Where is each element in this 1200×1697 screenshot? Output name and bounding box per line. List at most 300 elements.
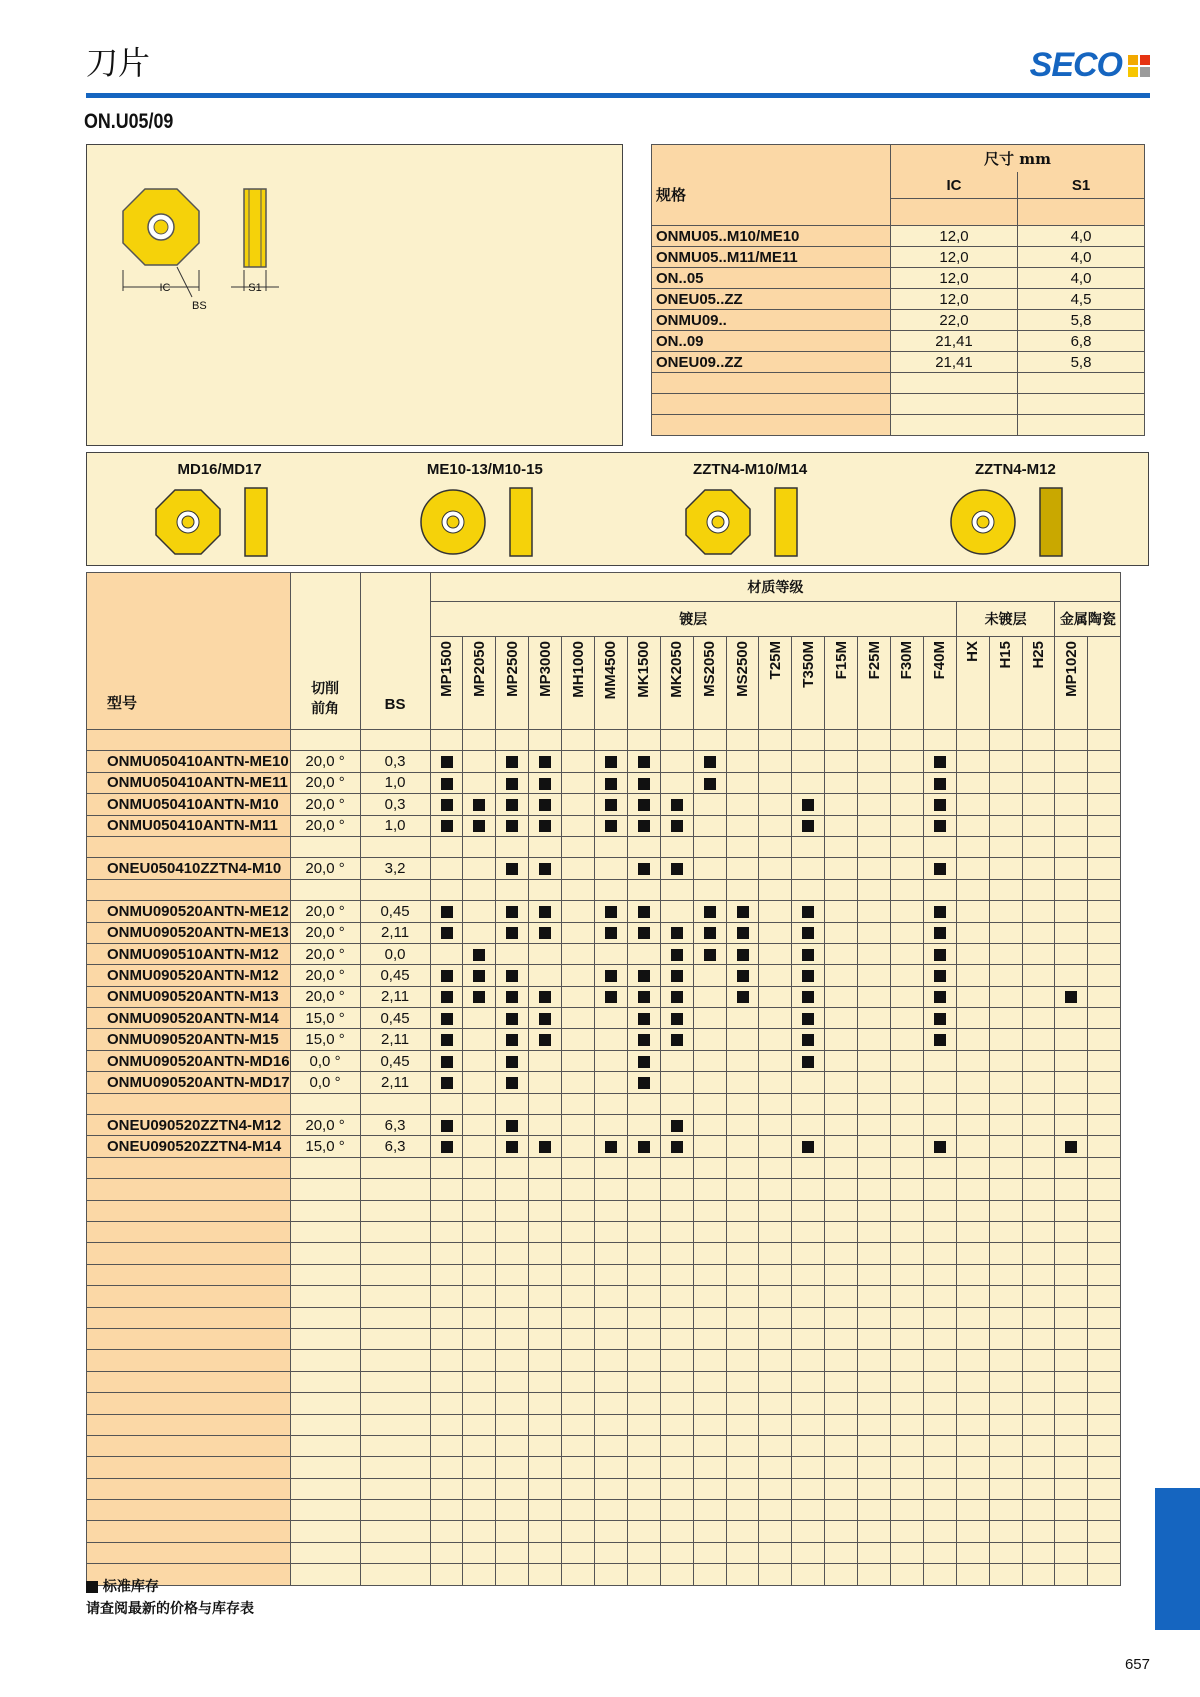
- bs-cell: 0,45: [360, 1008, 430, 1029]
- grade-cell: [1022, 901, 1055, 922]
- grade-cell: [726, 815, 759, 836]
- grade-cell: [1088, 1115, 1121, 1136]
- grade-cell: [660, 965, 693, 986]
- grade-cell: [1022, 943, 1055, 964]
- grade-cell: [496, 794, 529, 815]
- grade-cell: [923, 1008, 956, 1029]
- grade-row: [87, 772, 1121, 793]
- grade-cell: [858, 858, 891, 879]
- grade-cell: [627, 1136, 660, 1157]
- bs-cell: 6,3: [360, 1115, 430, 1136]
- stock-square-icon: [638, 927, 650, 939]
- grade-cell: [496, 922, 529, 943]
- grade-cell: [825, 1072, 858, 1093]
- grade-cell: [529, 1115, 562, 1136]
- stock-square-icon: [539, 1034, 551, 1046]
- grade-cell: [792, 986, 825, 1007]
- stock-square-icon: [605, 820, 617, 832]
- grade-cell: [463, 751, 496, 772]
- stock-square-icon: [506, 991, 518, 1003]
- grade-cell: [825, 965, 858, 986]
- model-cell: ONEU090520ZZTN4-M14: [87, 1136, 291, 1157]
- grade-cell: [463, 1050, 496, 1071]
- grade-cell: [1088, 1072, 1121, 1093]
- grade-cell: [660, 1072, 693, 1093]
- stock-square-icon: [934, 863, 946, 875]
- grade-cell: [463, 965, 496, 986]
- dim-spec: ONEU05..ZZ: [652, 289, 891, 310]
- grade-cell: [430, 1072, 463, 1093]
- header-rule: [86, 93, 1150, 98]
- stock-square-icon: [671, 863, 683, 875]
- grade-col-header: [1022, 637, 1055, 730]
- grade-cell: [595, 751, 628, 772]
- grade-cell: [923, 1115, 956, 1136]
- grade-cell: [529, 858, 562, 879]
- grade-cell: [759, 1115, 792, 1136]
- grade-cell: [595, 943, 628, 964]
- grade-cell: [660, 986, 693, 1007]
- grade-cell: [1088, 772, 1121, 793]
- grade-name: MS2050: [701, 641, 719, 697]
- grade-cell: [891, 1072, 924, 1093]
- grade-cell: [726, 751, 759, 772]
- grade-cell: [759, 1008, 792, 1029]
- dim-spec: ONMU05..M10/ME10: [652, 226, 891, 247]
- bs-cell: 0,3: [360, 794, 430, 815]
- grade-cell: [1055, 751, 1088, 772]
- grade-cell: [891, 815, 924, 836]
- stock-square-icon: [506, 1034, 518, 1046]
- grade-cell: [595, 1115, 628, 1136]
- grade-cell: [430, 1050, 463, 1071]
- rake-angle-cell: 20,0 °: [290, 986, 360, 1007]
- model-cell: ONMU090520ANTN-M15: [87, 1029, 291, 1050]
- grade-cell: [923, 772, 956, 793]
- stock-square-icon: [506, 799, 518, 811]
- grade-cell: [562, 965, 595, 986]
- grade-cell: [496, 1029, 529, 1050]
- grade-cell: [726, 1029, 759, 1050]
- page-number: 657: [1124, 1656, 1150, 1673]
- grade-cell: [1088, 794, 1121, 815]
- grade-cell: [496, 772, 529, 793]
- grade-cell: [430, 1008, 463, 1029]
- grade-cell: [529, 1029, 562, 1050]
- bs-label: BS: [192, 300, 207, 312]
- grade-col-header: [1088, 637, 1121, 730]
- grade-cell: [792, 1136, 825, 1157]
- stock-square-icon: [539, 1013, 551, 1025]
- grade-cell: [1088, 922, 1121, 943]
- grade-name: MM4500: [602, 641, 620, 700]
- dim-row: [652, 268, 1145, 289]
- grade-cell: [726, 772, 759, 793]
- grade-cell: [463, 986, 496, 1007]
- grade-cell: [759, 794, 792, 815]
- grade-cell: [595, 1072, 628, 1093]
- grade-name: F25M: [865, 641, 883, 680]
- grade-cell: [1088, 1029, 1121, 1050]
- grade-cell: [726, 1115, 759, 1136]
- stock-square-icon: [704, 756, 716, 768]
- stock-square-icon: [605, 991, 617, 1003]
- insert-dimension-drawing: [107, 185, 307, 315]
- dim-row: [652, 331, 1145, 352]
- grade-cell: [923, 922, 956, 943]
- grade-cell: [825, 1115, 858, 1136]
- s1-col-header: S1: [1018, 172, 1145, 198]
- grade-cell: [759, 943, 792, 964]
- insert-geometry-label: ZZTN4-M12: [974, 461, 1056, 478]
- spec-header: 规格: [652, 145, 891, 226]
- rake-angle-cell: 0,0 °: [290, 1050, 360, 1071]
- grade-cell: [989, 858, 1022, 879]
- stock-square-icon: [1065, 1141, 1077, 1153]
- dim-s1: 5,8: [1018, 310, 1145, 331]
- dim-s1: 5,8: [1018, 352, 1145, 373]
- stock-square-icon: [802, 820, 814, 832]
- stock-square-icon: [506, 927, 518, 939]
- stock-square-icon: [934, 820, 946, 832]
- stock-square-icon: [539, 778, 551, 790]
- grade-cell: [496, 1072, 529, 1093]
- grade-cell: [792, 965, 825, 986]
- grade-cell: [891, 965, 924, 986]
- grade-cell: [759, 965, 792, 986]
- grade-cell: [1022, 794, 1055, 815]
- grade-cell: [989, 1008, 1022, 1029]
- grade-name: T25M: [766, 641, 784, 680]
- grade-cell: [430, 794, 463, 815]
- stock-square-icon: [473, 949, 485, 961]
- bs-cell: 2,11: [360, 986, 430, 1007]
- bs-cell: 2,11: [360, 922, 430, 943]
- grade-cell: [1022, 1072, 1055, 1093]
- grade-cell: [825, 943, 858, 964]
- grade-name: H25: [1030, 641, 1048, 669]
- grade-cell: [562, 1136, 595, 1157]
- dim-s1: 4,5: [1018, 289, 1145, 310]
- stock-square-icon: [638, 778, 650, 790]
- grade-cell: [956, 1029, 989, 1050]
- grade-col-header: [891, 637, 924, 730]
- model-cell: ONMU090520ANTN-M14: [87, 1008, 291, 1029]
- model-cell: ONMU050410ANTN-ME10: [87, 751, 291, 772]
- stock-square-icon: [802, 991, 814, 1003]
- bs-cell: 1,0: [360, 815, 430, 836]
- grade-name: HX: [964, 641, 982, 662]
- grade-cell: [726, 965, 759, 986]
- grade-name: MP1500: [438, 641, 455, 697]
- grade-col-header: [923, 637, 956, 730]
- dim-s1: 4,0: [1018, 247, 1145, 268]
- insert-geometry-label: ZZTN4-M10/M14: [693, 461, 808, 478]
- grade-cell: [726, 943, 759, 964]
- model-cell: ONMU090520ANTN-ME13: [87, 922, 291, 943]
- grade-name: MK1500: [635, 641, 653, 698]
- grade-cell: [595, 772, 628, 793]
- dim-ic: 21,41: [891, 352, 1018, 373]
- grade-cell: [595, 858, 628, 879]
- stock-square-icon: [638, 970, 650, 982]
- stock-square-icon: [441, 927, 453, 939]
- stock-square-icon: [802, 1141, 814, 1153]
- bs-cell: 1,0: [360, 772, 430, 793]
- grade-cell: [1088, 751, 1121, 772]
- grade-cell: [956, 858, 989, 879]
- grade-cell: [858, 1115, 891, 1136]
- grade-col-header: [529, 637, 562, 730]
- grade-name: MS2500: [734, 641, 752, 697]
- stock-square-icon: [934, 1013, 946, 1025]
- grade-cell: [726, 1050, 759, 1071]
- model-cell: ONMU090520ANTN-MD16: [87, 1050, 291, 1071]
- grade-cell: [430, 815, 463, 836]
- bs-cell: 2,11: [360, 1029, 430, 1050]
- grade-cell: [627, 943, 660, 964]
- stock-square-icon: [802, 1013, 814, 1025]
- grade-row: [87, 922, 1121, 943]
- stock-square-icon: [506, 1013, 518, 1025]
- stock-square-icon: [802, 1056, 814, 1068]
- stock-square-icon: [441, 1013, 453, 1025]
- grade-cell: [956, 943, 989, 964]
- grade-cell: [792, 751, 825, 772]
- stock-square-icon: [671, 799, 683, 811]
- stock-square-icon: [506, 1120, 518, 1132]
- bs-cell: 0,45: [360, 1050, 430, 1071]
- grade-cell: [891, 794, 924, 815]
- dim-spec: ON..05: [652, 268, 891, 289]
- bs-cell: 6,3: [360, 1136, 430, 1157]
- insert-icon: [680, 484, 820, 560]
- grade-cell: [923, 1136, 956, 1157]
- dim-row: [652, 310, 1145, 331]
- grade-cell: [891, 1029, 924, 1050]
- grade-col-header: [989, 637, 1022, 730]
- dim-ic: 21,41: [891, 331, 1018, 352]
- grade-cell: [496, 1136, 529, 1157]
- grade-cell: [529, 815, 562, 836]
- grade-cell: [660, 815, 693, 836]
- grade-cell: [759, 751, 792, 772]
- grade-cell: [989, 965, 1022, 986]
- grade-cell: [693, 1072, 726, 1093]
- grade-cell: [759, 986, 792, 1007]
- grade-cell: [726, 1136, 759, 1157]
- stock-square-icon: [638, 991, 650, 1003]
- rake-angle-cell: 20,0 °: [290, 965, 360, 986]
- stock-square-icon: [605, 778, 617, 790]
- grade-cell: [1088, 815, 1121, 836]
- grade-cell: [496, 815, 529, 836]
- grade-name: MP2050: [470, 641, 488, 697]
- dim-ic: 12,0: [891, 226, 1018, 247]
- grade-cell: [660, 1050, 693, 1071]
- grade-cell: [825, 815, 858, 836]
- bs-cell: 3,2: [360, 858, 430, 879]
- grade-cell: [430, 943, 463, 964]
- grade-col-header: [792, 637, 825, 730]
- grade-cell: [1088, 943, 1121, 964]
- grade-cell: [759, 1072, 792, 1093]
- grade-cell: [923, 1050, 956, 1071]
- stock-square-icon: [605, 756, 617, 768]
- grade-cell: [956, 1050, 989, 1071]
- grade-cell: [989, 901, 1022, 922]
- model-cell: ONMU050410ANTN-M11: [87, 815, 291, 836]
- grade-col-header: [858, 637, 891, 730]
- stock-square-icon: [704, 927, 716, 939]
- grade-cell: [1088, 1008, 1121, 1029]
- grade-cell: [595, 901, 628, 922]
- model-cell: ONMU090520ANTN-M13: [87, 986, 291, 1007]
- grade-cell: [923, 751, 956, 772]
- bs-cell: 2,11: [360, 1072, 430, 1093]
- model-cell: ONEU090520ZZTN4-M12: [87, 1115, 291, 1136]
- grade-cell: [825, 1029, 858, 1050]
- stock-square-icon: [1065, 991, 1077, 1003]
- grade-cell: [858, 1136, 891, 1157]
- stock-square-icon: [671, 949, 683, 961]
- grade-cell: [529, 986, 562, 1007]
- dim-row: [652, 289, 1145, 310]
- grade-cell: [726, 1008, 759, 1029]
- grade-cell: [891, 1008, 924, 1029]
- uncoated-header: 未镀层: [956, 602, 1055, 637]
- model-cell: ONEU050410ZZTN4-M10: [87, 858, 291, 879]
- grade-cell: [989, 794, 1022, 815]
- stock-square-icon: [441, 906, 453, 918]
- grade-cell: [792, 815, 825, 836]
- grade-cell: [627, 751, 660, 772]
- grade-cell: [693, 922, 726, 943]
- grade-name: T350M: [799, 641, 817, 688]
- grade-cell: [956, 794, 989, 815]
- stock-square-icon: [539, 991, 551, 1003]
- grade-row: [87, 986, 1121, 1007]
- grade-cell: [529, 1072, 562, 1093]
- rake-angle-cell: 20,0 °: [290, 901, 360, 922]
- grade-cell: [430, 986, 463, 1007]
- grade-cell: [956, 751, 989, 772]
- grade-cell: [529, 901, 562, 922]
- grade-cell: [463, 815, 496, 836]
- grade-row: [87, 815, 1121, 836]
- grade-cell: [562, 901, 595, 922]
- stock-square-icon: [671, 1034, 683, 1046]
- stock-square-icon: [638, 1077, 650, 1089]
- stock-square-icon: [539, 927, 551, 939]
- stock-square-icon: [473, 820, 485, 832]
- model-cell: ONMU090520ANTN-ME12: [87, 901, 291, 922]
- grade-group-header: 材质等级: [430, 573, 1121, 602]
- grade-cell: [1022, 965, 1055, 986]
- rake-angle-cell: 20,0 °: [290, 858, 360, 879]
- grade-cell: [825, 772, 858, 793]
- grade-row: [87, 1029, 1121, 1050]
- dimensions-table-wrap: [651, 144, 1145, 436]
- grade-row: [87, 901, 1121, 922]
- grade-cell: [989, 772, 1022, 793]
- grade-cell: [726, 858, 759, 879]
- grade-name: F15M: [832, 641, 850, 680]
- grade-cell: [956, 986, 989, 1007]
- stock-square-icon: [737, 927, 749, 939]
- stock-square-icon: [638, 863, 650, 875]
- dim-ic: 12,0: [891, 247, 1018, 268]
- rake-angle-cell: 15,0 °: [290, 1008, 360, 1029]
- stock-square-icon: [934, 756, 946, 768]
- grade-cell: [1055, 1050, 1088, 1071]
- s1-label: S1: [248, 282, 262, 294]
- model-header: 型号: [87, 573, 291, 730]
- grade-row: [87, 965, 1121, 986]
- grade-cell: [956, 1072, 989, 1093]
- stock-square-icon: [506, 863, 518, 875]
- stock-square-icon: [671, 970, 683, 982]
- grade-cell: [858, 986, 891, 1007]
- grade-cell: [726, 1072, 759, 1093]
- grade-cell: [627, 901, 660, 922]
- grade-cell: [529, 794, 562, 815]
- grade-cell: [1022, 815, 1055, 836]
- grade-cell: [956, 922, 989, 943]
- stock-square-icon: [473, 991, 485, 1003]
- grade-cell: [858, 815, 891, 836]
- grade-cell: [595, 815, 628, 836]
- grade-cell: [529, 965, 562, 986]
- grade-cell: [693, 815, 726, 836]
- stock-square-icon: [441, 1120, 453, 1132]
- grade-cell: [562, 1029, 595, 1050]
- stock-square-icon: [934, 1034, 946, 1046]
- grade-cell: [562, 922, 595, 943]
- stock-square-icon: [638, 820, 650, 832]
- dim-spec: ONMU05..M11/ME11: [652, 247, 891, 268]
- grade-name: MP3000: [536, 641, 554, 697]
- grade-cell: [923, 986, 956, 1007]
- stock-square-icon: [605, 906, 617, 918]
- grade-col-header: [726, 637, 759, 730]
- stock-square-icon: [441, 970, 453, 982]
- grade-cell: [627, 1008, 660, 1029]
- grade-cell: [496, 965, 529, 986]
- grade-cell: [792, 901, 825, 922]
- stock-square-icon: [638, 1034, 650, 1046]
- grade-cell: [693, 1029, 726, 1050]
- grade-cell: [1088, 965, 1121, 986]
- grade-cell: [825, 1008, 858, 1029]
- insert-icon: [415, 484, 555, 560]
- stock-square-icon: [605, 1141, 617, 1153]
- grade-cell: [693, 1115, 726, 1136]
- grade-cell: [792, 1029, 825, 1050]
- grade-cell: [660, 1008, 693, 1029]
- grade-col-header: [627, 637, 660, 730]
- grade-col-header: [759, 637, 792, 730]
- bs-cell: 0,45: [360, 901, 430, 922]
- grade-cell: [956, 772, 989, 793]
- grade-cell: [1055, 1072, 1088, 1093]
- grade-cell: [1088, 1050, 1121, 1071]
- logo-mark-icon: [1128, 55, 1150, 77]
- grade-cell: [792, 858, 825, 879]
- grade-cell: [562, 858, 595, 879]
- grade-cell: [759, 901, 792, 922]
- grade-cell: [562, 1072, 595, 1093]
